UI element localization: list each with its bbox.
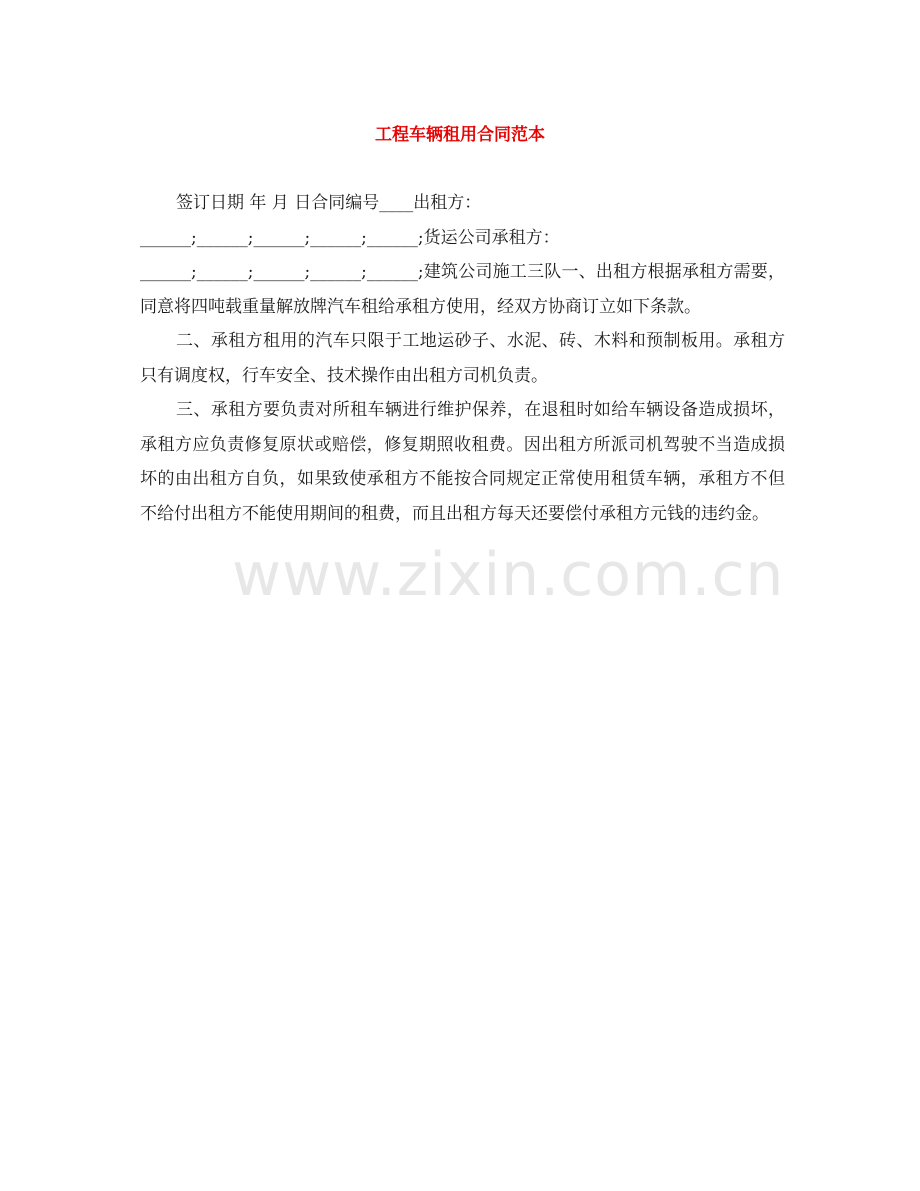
document-title: 工程车辆租用合同范本 <box>375 125 545 145</box>
watermark: www.zixin.com.cn <box>232 540 785 610</box>
clause-two-paragraph: 二、承租方租用的汽车只限于工地运砂子、水泥、砖、木料和预制板用。承租方只有调度权，行车安全、技术操作由出租方司机负责。 <box>140 331 785 386</box>
document-body <box>140 186 785 531</box>
lessor-fields-paragraph: ______;______;______;______;______;货运公司承租方： <box>140 227 560 248</box>
signing-info-paragraph: 签订日期 年 月 日合同编号____出租方： <box>176 193 482 213</box>
clause-one-paragraph: ______;______;______;______;______;建筑公司施工三队一、出租方根据承租方需要，同意将四吨载重量解放牌汽车租给承租方使用，经双方协商订立如下条款。 <box>140 262 785 317</box>
clause-three-paragraph: 三、承租方要负责对所租车辆进行维护保养，在退租时如给车辆设备造成损坏，承租方应负责修复原状或赔偿，修复期照收租费。因出租方所派司机驾驶不当造成损坏的由出租方自负，如果致使承租方不能按合同规定正常使用租赁车辆，承租方不但不给付出租方不能使用期间的租费，而且出租方每天还要偿付承租方元钱的违约金。 <box>140 400 785 524</box>
